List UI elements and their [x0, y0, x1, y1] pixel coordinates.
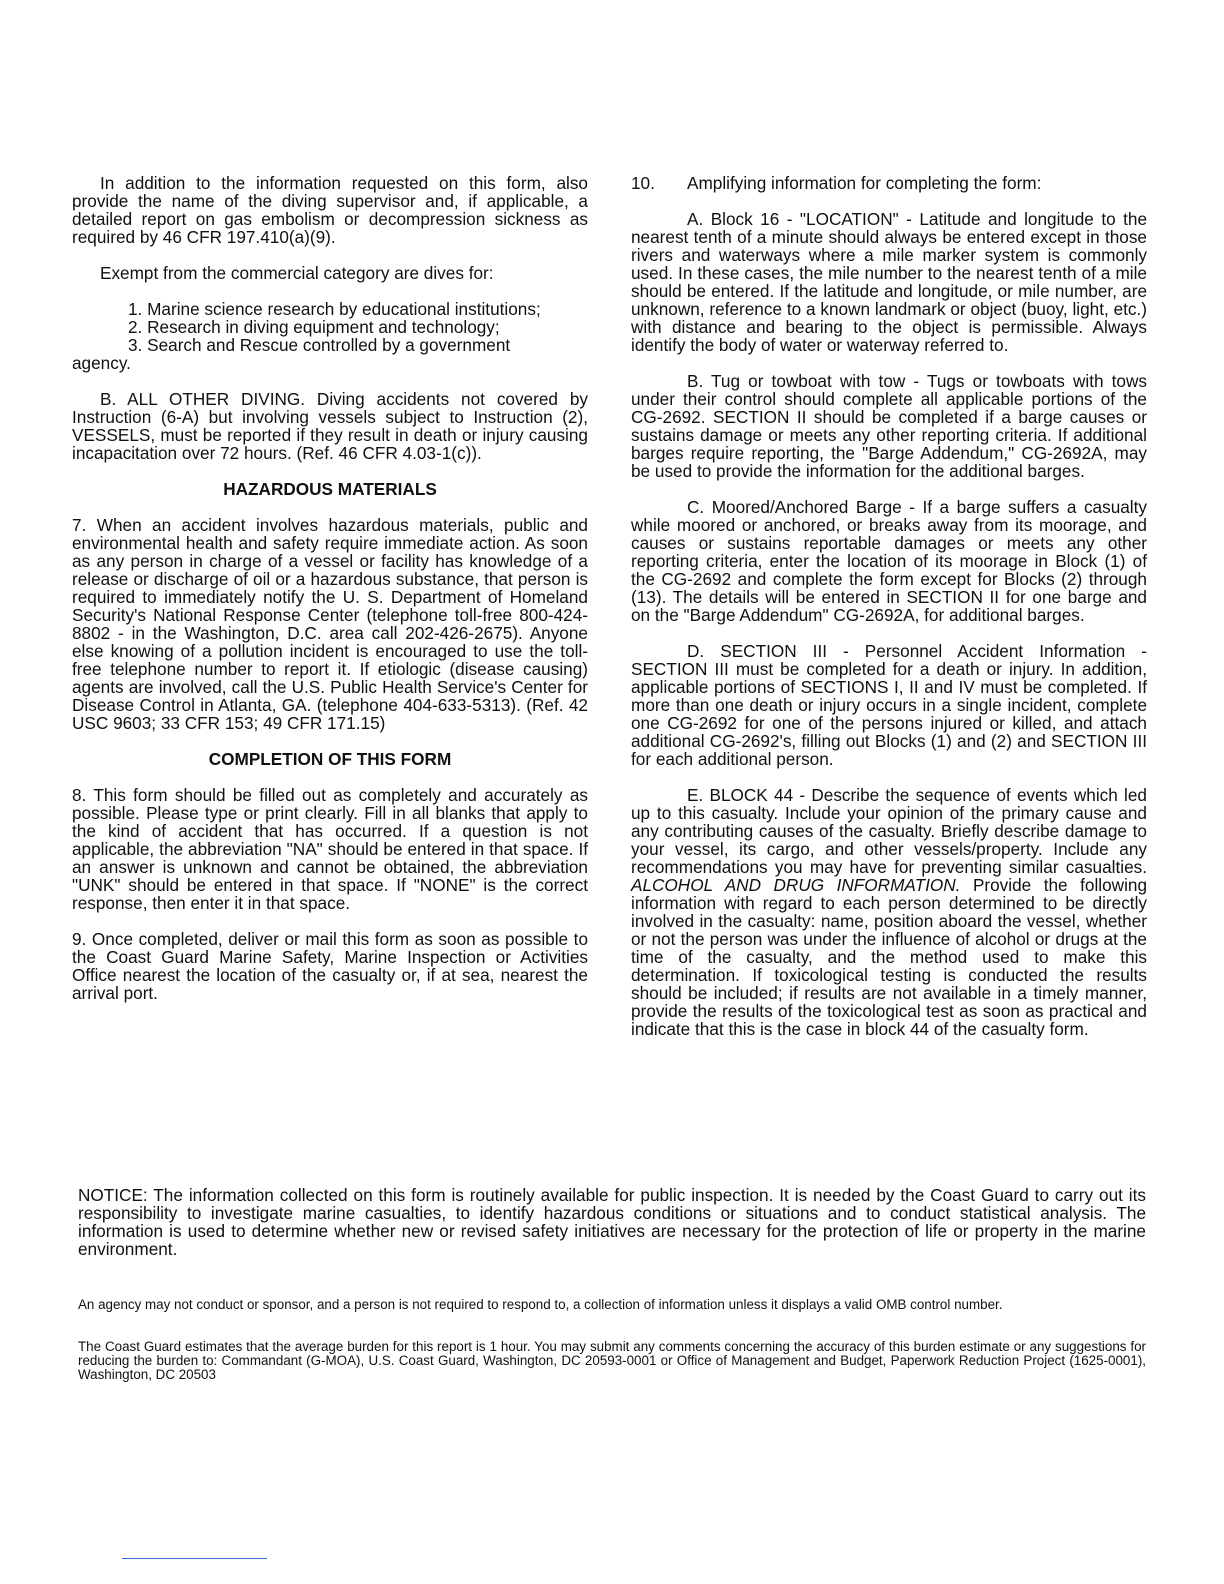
omb-statement: An agency may not conduct or sponsor, and a person is not required to respond to, a collection of information unless it displays a valid OMB control number. — [78, 1297, 1003, 1312]
block-b-paragraph: B. Tug or towboat with tow - Tugs or towboats with tows under their control should complete all applicable portions of the CG-2692. SECTION II should be completed if a barge causes or sustains damage or meets any other reporting criteria. If additional barges require reporting, the "Barge Addendum," CG-2692A, may be used to provide the information for the additional barges. — [631, 371, 1147, 481]
block-c-paragraph: C. Moored/Anchored Barge - If a barge suffers a casualty while moored or anchored, or breaks away from its moorage, and causes or sustains reportable damages or meets any other reporting criteria, enter the location of its moorage in Block (1) of the CG-2692 and complete the form except for Blocks (2) through (13). The details will be entered in SECTION II for one barge and on the "Barge Addendum" CG-2692A, for additional barges. — [631, 497, 1147, 625]
block-e-text: E. BLOCK 44 - Describe the sequence of events which led up to this casualty. Include your opinion of the primary cause and any contributing causes of the casualty. Briefly describe damage to your vessel, its cargo, and other vessels/property. Include any recommendations you may have for preventing similar casualties. — [631, 785, 1147, 877]
list-item: agency. — [72, 353, 131, 373]
item-8-paragraph: 8. This form should be filled out as completely and accurately as possible. Please type or print clearly. Fill in all blanks that apply to the kind of accident that has occurred. If a question is not applicable, the abbreviation "NA" should be entered in that space. If an answer is unknown and cannot be obtained, the abbreviation "UNK" should be entered in that space. If "NONE" is the correct response, then enter it in that space. — [72, 785, 588, 913]
item-10-heading — [631, 174, 1147, 192]
alcohol-drug-heading: ALCOHOL AND DRUG INFORMATION. — [631, 875, 961, 895]
completion-heading: COMPLETION OF THIS FORM — [208, 749, 452, 769]
footnote-divider — [122, 1558, 267, 1559]
block-d-paragraph: D. SECTION III - Personnel Accident Information - SECTION III must be completed for a death or injury. In addition, applicable portions of SECTIONS I, II and IV must be completed. If more than one death or injury occurs in a single incident, complete one CG-2692 for one of the persons injured or killed, and attach additional CG-2692's, filling out Blocks (1) and (2) and SECTION III for each additional person. — [631, 641, 1147, 769]
block-e-text-continued: Provide the following information with regard to each person determined to be directly involved in the casualty: name, position aboard the vessel, whether or not the person was under the influence of alcohol or drugs at the time of the casualty, and the method used to make this determination. If toxicological testing is conducted the results should be included; if results are not available in a timely manner, provide the results of the toxicological test as soon as practical and indicate that this is the case in block 44 of the casualty form. — [631, 875, 1147, 1039]
other-diving-paragraph: B. ALL OTHER DIVING. Diving accidents not covered by Instruction (6-A) but involving vessels subject to Instruction (2), VESSELS, must be reported if they result in death or injury causing incapacitation over 72 hours. (Ref. 46 CFR 4.03-1(c)). — [72, 389, 588, 463]
exempt-list — [72, 300, 588, 372]
item-10-title: Amplifying information for completing the form: — [687, 173, 1042, 193]
list-item: 2. Research in diving equipment and technology; — [128, 317, 500, 337]
right-column — [631, 174, 1147, 1056]
block-a-paragraph: A. Block 16 - "LOCATION" - Latitude and longitude to the nearest tenth of a minute should always be entered except in those rivers and waterways where a mile marker system is commonly used. In these cases, the mile number to the nearest tenth of a mile should be entered. If the latitude and longitude, or mile number, are unknown, reference to a known landmark or object (buoy, light, etc.) with distance and bearing to the object is permissible. Always identify the body of water or waterway referred to. — [631, 209, 1147, 355]
hazmat-heading: HAZARDOUS MATERIALS — [223, 479, 437, 499]
item-9-paragraph: 9. Once completed, deliver or mail this form as soon as possible to the Coast Guard Marine Safety, Marine Inspection or Activities Office nearest the location of the casualty or, if at sea, nearest the arrival port. — [72, 929, 588, 1003]
intro-paragraph: In addition to the information requested on this form, also provide the name of the diving supervisor and, if applicable, a detailed report on gas embolism or decompression sickness as required by 46 CFR 197.410(a)(9). — [72, 173, 588, 247]
left-column — [72, 174, 588, 1020]
hazmat-paragraph: 7. When an accident involves hazardous materials, public and environmental health and safety require immediate action. As soon as any person in charge of a vessel or facility has knowledge of a release or discharge of oil or a hazardous substance, that person is required to immediately notify the U. S. Department of Homeland Security's National Response Center (telephone toll-free 800-424-8802 - in the Washington, D.C. area call 202-426-2675). Anyone else knowing of a pollution incident is encouraged to use the toll-free telephone number to report it. If etiologic (disease causing) agents are involved, call the U.S. Public Health Service's Center for Disease Control in Atlanta, GA. (telephone 404-633-5313). (Ref. 42 USC 9603; 33 CFR 153; 49 CFR 171.15) — [72, 515, 588, 733]
item-10-number: 10. — [631, 173, 655, 193]
burden-statement: The Coast Guard estimates that the average burden for this report is 1 hour. You may submit any comments concerning the accuracy of this burden estimate or any suggestions for reducing the burden to: Commandant (G-MOA), U.S. Coast Guard, Washington, DC 20593-0001 or Office of Management and Budget, Paperwork Reduction Project (1625-0001), Washington, DC 20503 — [78, 1339, 1146, 1382]
exempt-heading: Exempt from the commercial category are dives for: — [100, 263, 494, 283]
notice-paragraph: NOTICE: The information collected on this form is routinely available for public inspection. It is needed by the Coast Guard to carry out its responsibility to investigate marine casualties, to identify hazardous conditions or situations and to conduct statistical analysis. The information is used to determine whether new or revised safety initiatives are necessary for the protection of life or property in the marine environment. — [78, 1185, 1146, 1259]
list-item: 3. Search and Rescue controlled by a government — [128, 335, 511, 355]
block-e-paragraph — [631, 786, 1147, 1038]
list-item: 1. Marine science research by educational institutions; — [128, 299, 541, 319]
